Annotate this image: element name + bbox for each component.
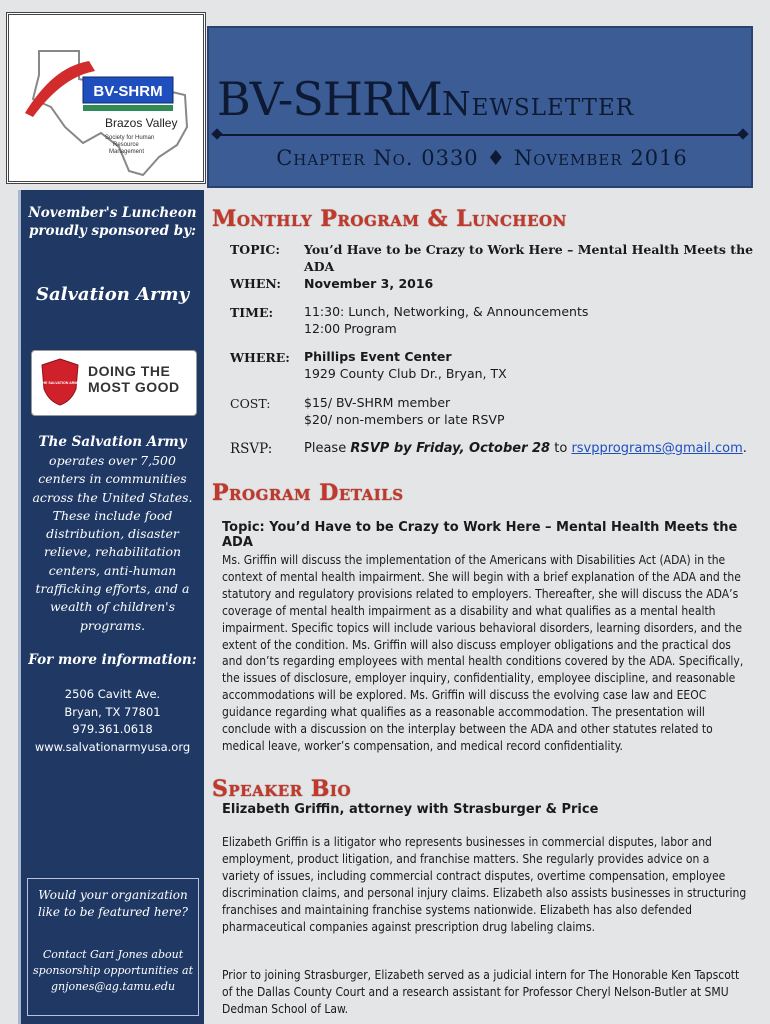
topic-value: You’d Have to be Crazy to Work Here – Mental Health Meets the ADA [304,242,754,274]
where-value [304,349,754,382]
title-org: BV-SHRM [217,72,442,126]
feature-contact: Contact Gari Jones about sponsorship opportunities at gnjones@ag.tamu.edu [33,948,193,993]
rsvp-end: . [742,441,747,456]
rsvp-pre: Please [304,441,351,456]
speaker-bio-2: Prior to joining Strasburger, Elizabeth served as a judicial intern for The Honorable Ken Tapscott of the Dallas County Court and a research assistant for Professor Cheryl Nelson-Butler at SMU Dedman School of Law. [222,968,740,1016]
sponsor-address-2: Bryan, TX 77801 [64,704,161,719]
sponsor-name: Salvation Army [35,284,190,305]
speaker-name: Elizabeth Griffin, attorney with Strasburger & Price [222,802,599,817]
time-line-2: 12:00 Program [304,320,397,336]
where-line-1: Phillips Event Center [304,349,452,364]
shield-text: THE SALVATION ARMY [40,381,80,385]
chapter-subtitle: Chapter No. 0330 ♦ November 2016 [276,146,688,170]
where-line-2: 1929 County Club Dr., Bryan, TX [304,365,507,381]
logo-region-text: Brazos Valley [105,116,178,130]
time-line-1: 11:30: Lunch, Networking, & Announcements [304,304,589,319]
topic-label: TOPIC: [230,242,280,257]
logo-org-text: BV-SHRM [93,83,163,100]
shield-icon [40,357,80,407]
sponsor-address-1: 2506 Cavitt Ave. [64,687,161,701]
chapter-logo [6,12,206,184]
time-value [304,304,754,337]
details-heading: Program Details [212,480,404,506]
logo-line-2: MOST GOOD [88,379,180,395]
cost-line-2: $20/ non-members or late RSVP [304,411,505,427]
details-body: Ms. Griffin will discuss the implementation of the Americans with Disabilities Act (ADA) in the context of mental health impairment. She will begin with a brief explanation of the ADA and the statutory and regulatory provisions related to employers. Thereafter, she will discuss the ADA’s coverage of mental health impairment as a disability and what qualifies as a mental health impairment. Specific topics will include various behavioral disorders, learning disorders, and the extent of the condition. Ms. Griffin will also discuss employer obligations and the practical dos and don’ts regarding employees with mental health conditions covered by the ADA. Specifically, the issues of disclosure, employer inquiry, confidentiality, employee discipline, and reasonable accommodations will be explored. Ms. Griffin will discuss the evolving case law and EEOC guidance regarding what qualifies as a reasonable accommodation. The presentation will conclude with a discussion on the interplay between the ADA and other statutes related to medical leave, worker’s compensation, and medical record confidentiality. [222,553,744,753]
salvation-army-logo [31,350,197,416]
sponsor-phone: 979.361.0618 [72,722,153,736]
logo-tagline-2: Resource [113,142,139,148]
feature-invite-box [27,878,199,1016]
logo-line-1: DOING THE [88,363,171,379]
rsvp-value [304,441,754,458]
cost-label: COST: [230,396,271,411]
speaker-heading: Speaker Bio [212,776,352,802]
logo-tagline-3: Management [109,149,145,155]
newsletter-title [217,72,747,126]
sponsor-website[interactable]: www.salvationarmyusa.org [34,739,191,754]
where-label: WHERE: [230,350,290,365]
more-info-label: For more information: [28,652,197,668]
sponsor-intro: November's Luncheon proudly sponsored by: [28,205,197,239]
time-label: TIME: [230,305,274,320]
sponsor-desc-name: The Salvation Army [38,434,187,450]
details-topic: Topic: You’d Have to be Crazy to Work Here – Mental Health Meets the ADA [222,520,738,550]
logo-tagline-1: Society for Human [105,135,155,141]
sponsor-contact [21,686,204,756]
cost-value [304,395,754,428]
sponsor-sidebar [18,190,204,1024]
feature-question: Would your organization like to be featured here? [37,888,188,919]
rsvp-email-link[interactable]: rsvpprograms@gmail.com [571,441,743,456]
newsletter-header [207,26,753,188]
speaker-bio-1: Elizabeth Griffin is a litigator who represents businesses in commercial disputes, labor and employment, product litigation, and franchise matters. She regularly provides advice on a variety of issues, including commercial contract disputes, overtime compensation, employee discrimination claims, and personal injury claims. Elizabeth also assists businesses in structuring franchises and maintaining franchise systems nationwide. Elizabeth has also defended pharmaceutical companies against prescription drug labeling claims. [222,835,747,934]
title-newsletter: Newsletter [441,84,635,123]
sponsor-description: operates over 7,500 centers in communities across the United States. These include food distribution, disaster relieve, rehabilitation centers, anti-human trafficking efforts, and a wealth of children's programs. [32,453,193,633]
rsvp-deadline: RSVP by Friday, October 28 [350,441,551,456]
rsvp-mid: to [550,441,572,456]
when-label: WHEN: [230,276,281,291]
program-heading: Monthly Program & Luncheon [212,206,567,232]
header-divider [217,134,743,136]
when-value: November 3, 2016 [304,276,434,291]
rsvp-label: RSVP: [230,441,273,457]
cost-line-1: $15/ BV-SHRM member [304,395,451,410]
